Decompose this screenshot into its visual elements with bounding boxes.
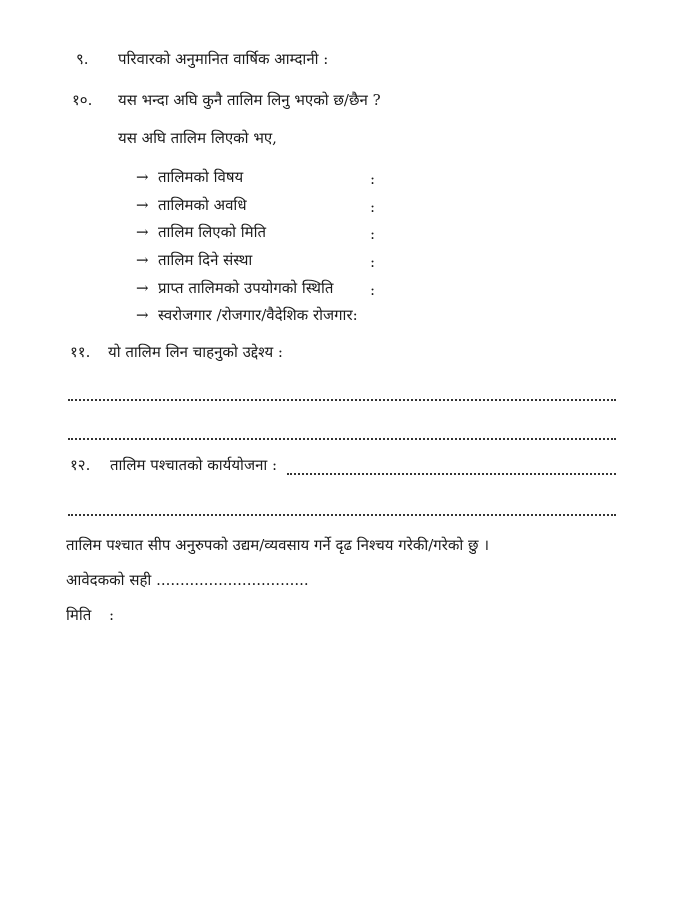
signature-label: आवेदकको सही [66, 571, 152, 589]
date-colon: : [109, 606, 115, 624]
list-item [136, 250, 252, 270]
list-item-label: तालिमको विषय [158, 168, 244, 186]
question-12-text: तालिम पश्चातको कार्ययोजना : [110, 456, 278, 474]
question-10-number: १०. [72, 91, 93, 109]
answer-line[interactable] [68, 512, 616, 516]
list-item-colon: : [370, 198, 376, 216]
list-item [136, 167, 243, 187]
list-item-label: स्वरोजगार /रोजगार/वैदेशिक रोजगार [158, 306, 353, 324]
answer-line[interactable] [68, 436, 616, 440]
declaration-text: तालिम पश्चात सीप अनुरुपको उद्यम/व्यवसाय गर्ने दृढ निश्चय गरेकी/गरेको छु । [66, 536, 490, 554]
question-11-text: यो तालिम लिन चाहनुको उद्देश्य : [108, 343, 283, 361]
list-item-colon: : [352, 306, 358, 324]
question-9 [76, 49, 89, 69]
list-item-label: तालिम लिएको मिति [158, 223, 267, 241]
list-item-colon: : [370, 253, 376, 271]
list-item-label: तालिम दिने संस्था [158, 251, 253, 269]
list-item [136, 278, 333, 298]
list-item [136, 222, 266, 242]
question-9-text: परिवारको अनुमानित वार्षिक आम्दानी : [118, 50, 329, 68]
question-12-number: १२. [70, 456, 91, 474]
list-item-colon: : [370, 281, 376, 299]
question-9-number: ९. [76, 50, 89, 68]
answer-line[interactable] [68, 397, 616, 401]
signature-row [66, 570, 309, 590]
list-item-label: तालिमको अवधि [158, 196, 247, 214]
arrow-right-icon: → [136, 196, 149, 214]
list-item-colon: : [370, 225, 376, 243]
list-item-colon: : [370, 170, 376, 188]
list-item-label: प्राप्त तालिमको उपयोगको स्थिति [158, 279, 334, 297]
arrow-right-icon: → [136, 223, 149, 241]
arrow-right-icon: → [136, 306, 149, 324]
date-label: मिति [66, 606, 92, 624]
arrow-right-icon: → [136, 168, 149, 186]
arrow-right-icon: → [136, 279, 149, 297]
question-10-sub-intro: यस अघि तालिम लिएको भए, [118, 129, 277, 147]
list-item [136, 305, 358, 325]
question-11-number: ११. [70, 343, 91, 361]
question-10-text: यस भन्दा अघि कुनै तालिम लिनु भएको छ/छैन ? [118, 91, 381, 109]
signature-dots[interactable]: ................................ [156, 571, 309, 589]
list-item [136, 195, 247, 215]
answer-line[interactable] [287, 471, 616, 475]
arrow-right-icon: → [136, 251, 149, 269]
